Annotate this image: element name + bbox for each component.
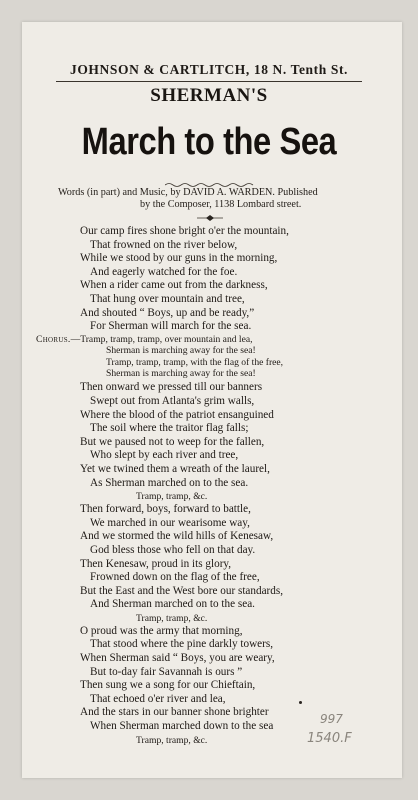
lyric-line: And Sherman marched on to the sea. [90,598,255,611]
lyric-line: Where the blood of the patriot ensanguined [80,408,274,421]
lyric-line: And shouted “ Boys, up and be ready,” [80,306,255,319]
chorus-line: Tramp, tramp, tramp, with the flag of the free, [106,356,284,368]
chorus-line: Sherman is marching away for the sea! [106,367,256,379]
credits [58,187,394,211]
ink-dot [299,701,302,704]
pencil-annotation-catalog: 1540.F [307,731,352,746]
chorus [36,333,390,380]
lyric-line: Swept out from Atlanta's grim walls, [90,394,255,407]
lyric-line: But to-day fair Savannah is ours ” [90,665,243,678]
refrain-line: Tramp, tramp, &c. [136,612,208,624]
lyric-line: Our camp fires shone bright o'er the mountain, [80,225,289,237]
lyric-line: But we paused not to weep for the fallen, [80,435,265,448]
lyric-line: When Sherman marched down to the sea [90,720,274,733]
chorus-line: Sherman is marching away for the sea! [106,345,256,357]
chorus-line [36,334,390,345]
refrain-line: Tramp, tramp, &c. [136,491,208,503]
lyric-line: Then sung we a song for our Chieftain, [80,679,256,692]
lyric-line: While we stood by our guns in the morning, [80,252,278,265]
lyric-line: That hung over mountain and tree, [90,292,245,305]
stanza-1 [80,225,390,334]
lyric-line: As Sherman marched on to the sea. [90,476,249,489]
stanza-2 [80,381,390,503]
lyric-line: When Sherman said “ Boys, you are weary, [80,652,275,665]
lyric-line: Who slept by each river and tree, [90,449,239,462]
lyric-line: That frowned on the river below, [90,238,238,251]
header-rule [56,81,362,82]
lyric-line: And eagerly watched for the foe. [90,265,238,278]
title-shermans: SHERMAN'S [150,85,268,106]
lyric-line: Frowned down on the flag of the free, [90,571,260,584]
lyric-line: That stood where the pine darkly towers, [90,638,273,651]
credits-line-1: Words (in part) and Music, by DAVID A. WARDEN. Published [58,187,318,198]
lyric-line: Yet we twined them a wreath of the laurel, [80,462,270,475]
chorus-text: —Tramp, tramp, tramp, over mountain and lea, [70,333,253,345]
lyric-line: Then onward we pressed till our banners [80,381,263,394]
song-lyrics [36,225,390,747]
lyric-line: When a rider came out from the darkness, [80,279,268,292]
lyric-line: For Sherman will march for the sea. [90,320,252,333]
lyric-line: The soil where the traitor flag falls; [90,422,249,435]
lyric-line: We marched in our wearisome way, [90,516,250,529]
lyric-line: Then Kenesaw, proud in its glory, [80,557,232,570]
lyric-line: O proud was the army that morning, [80,624,243,637]
title-march-to-the-sea: March to the Sea [81,121,337,163]
lyric-line: That echoed o'er river and lea, [90,692,226,705]
pencil-annotation-number: 997 [320,712,343,726]
lyric-line: But the East and the West bore our standards, [80,584,284,597]
chorus-label: Chorus. [36,333,71,345]
refrain-line: Tramp, tramp, &c. [136,734,208,746]
lyric-line: And the stars in our banner shone brighter [80,706,269,719]
credits-line-2: by the Composer, 1138 Lombard street. [140,199,302,210]
lyric-line: And we stormed the wild hills of Kenesaw, [80,530,274,543]
diamond-ornament [197,215,223,221]
stanza-3 [80,503,390,625]
lyric-line: God bless those who fell on that day. [90,543,256,556]
stanza-4 [80,625,390,747]
lyric-line: Then forward, boys, forward to battle, [80,503,251,516]
publisher-imprint: JOHNSON & CARTLITCH, 18 N. Tenth St. [69,62,349,77]
